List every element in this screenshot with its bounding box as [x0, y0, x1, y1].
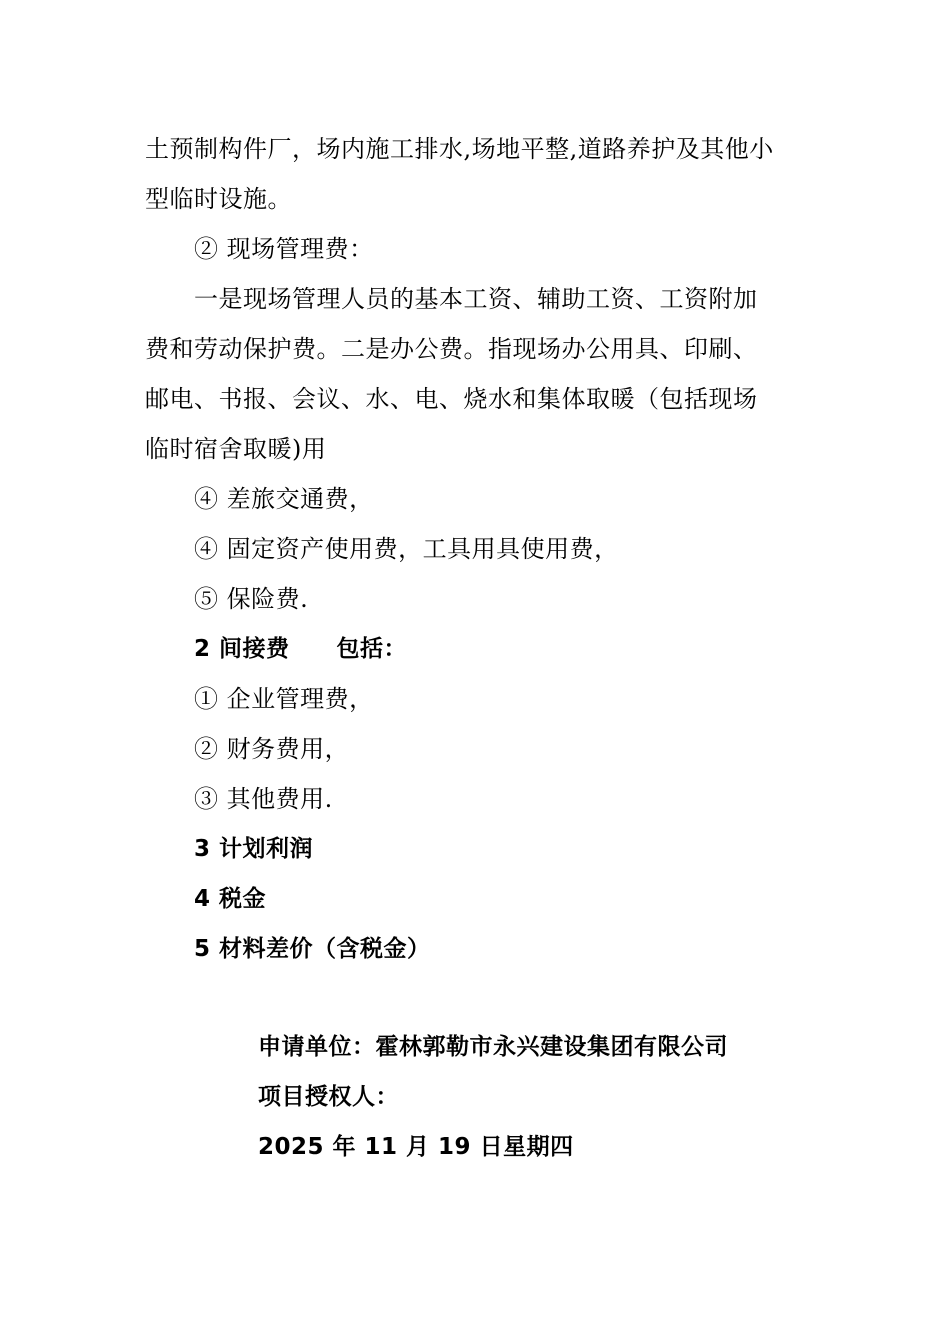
list-item-travel: ④ 差旅交通费，: [194, 485, 374, 513]
heading-material-difference: 5 材料差价（含税金）: [194, 936, 431, 962]
heading-indirect-cost: 2 间接费 包括：: [194, 636, 408, 662]
list-item-finance: ② 财务费用，: [194, 735, 350, 763]
heading-tax: 4 税金: [194, 886, 267, 912]
paragraph-line: 费和劳动保护费。二是办公费。指现场办公用具、印刷、: [145, 335, 758, 363]
paragraph-line: 型临时设施。: [145, 185, 292, 213]
authorizer-line: 项目授权人：: [258, 1084, 399, 1110]
list-item-fixed-assets: ④ 固定资产使用费，工具用具使用费，: [194, 535, 619, 563]
paragraph-line: 临时宿舍取暖)用: [145, 435, 327, 463]
list-item-other: ③ 其他费用.: [194, 785, 333, 813]
applicant-line: 申请单位：霍林郭勒市永兴建设集团有限公司: [258, 1034, 728, 1060]
list-item-site-management: ② 现场管理费：: [194, 235, 374, 263]
list-item-insurance: ⑤ 保险费.: [194, 585, 309, 613]
paragraph-line: 一是现场管理人员的基本工资、辅助工资、工资附加: [194, 285, 758, 313]
date-line: 2025 年 11 月 19 日星期四: [258, 1134, 574, 1160]
paragraph-line: 邮电、书报、会议、水、电、烧水和集体取暖（包括现场: [145, 385, 758, 413]
paragraph-line: 土预制构件厂，场内施工排水,场地平整,道路养护及其他小: [145, 135, 774, 163]
heading-profit: 3 计划利润: [194, 836, 314, 862]
list-item-enterprise: ① 企业管理费，: [194, 685, 374, 713]
